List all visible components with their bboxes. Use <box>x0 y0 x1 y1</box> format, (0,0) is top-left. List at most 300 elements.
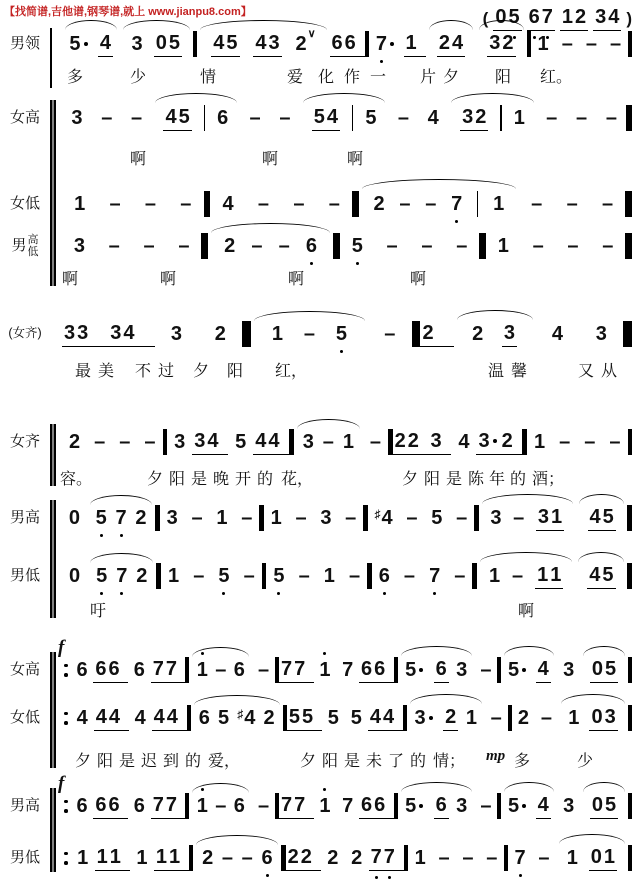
slur-arc <box>191 707 283 729</box>
lyric-syllable: 不 <box>135 363 152 380</box>
voice-label: 女高 <box>9 108 40 126</box>
beam-group <box>211 32 239 57</box>
system-6 <box>0 637 640 772</box>
note <box>306 235 317 257</box>
barline <box>627 505 632 531</box>
note-digit: 7 <box>384 846 395 868</box>
note-digit: 5 <box>327 707 339 729</box>
note-digit: – <box>298 565 310 587</box>
note <box>577 431 602 453</box>
lyric-syllable: 是 <box>446 471 463 488</box>
note <box>475 659 498 681</box>
note-digit: 5 <box>96 507 107 529</box>
note <box>255 32 266 54</box>
note-digit: 1 <box>74 193 86 215</box>
note <box>246 193 281 215</box>
note-digit: 1 <box>342 431 354 453</box>
note <box>579 33 603 55</box>
octave-dot-below <box>100 534 103 537</box>
note <box>242 847 253 869</box>
note <box>466 707 477 729</box>
note-digit: – <box>438 847 450 869</box>
note <box>370 706 381 728</box>
note-digit: 2 <box>351 847 363 869</box>
note-digit: – <box>609 431 621 453</box>
note <box>336 323 347 345</box>
staff-row <box>0 186 640 222</box>
note-digit: – <box>566 193 578 215</box>
lyric-syllable: 爱 <box>287 69 304 86</box>
note-digit: 3 <box>595 6 607 28</box>
note <box>215 795 226 817</box>
note-digit: 6 <box>217 107 229 129</box>
note-digit: 3 <box>503 321 515 344</box>
note-digit: 1 <box>603 845 615 868</box>
note-digit: 6 <box>233 795 245 817</box>
note-digit: 5 <box>218 565 229 587</box>
note <box>302 706 313 728</box>
note <box>218 707 229 729</box>
lyric-syllable: 作 <box>344 69 361 86</box>
barline <box>626 105 632 131</box>
note <box>447 565 472 587</box>
note <box>345 32 356 54</box>
lyric-syllable: 夕 <box>443 69 460 86</box>
note-digit: 5 <box>168 31 180 54</box>
slur-arc <box>193 847 281 869</box>
note <box>255 430 266 452</box>
parenthesis: ( <box>482 8 489 28</box>
note-digit: 0 <box>495 6 507 28</box>
lyric-syllable: 晚 <box>213 471 230 488</box>
note-digit: 2 <box>574 6 587 28</box>
note <box>513 507 524 529</box>
lyric-syllable: 爱， <box>208 753 241 770</box>
note-digit: 4 <box>123 321 135 344</box>
beam-group <box>286 846 321 871</box>
note-digit: 2 <box>394 429 406 452</box>
lyric-syllable: 多 <box>514 753 531 770</box>
note <box>603 506 614 528</box>
note <box>197 659 208 681</box>
note <box>136 565 147 587</box>
note <box>595 6 606 28</box>
note <box>342 565 367 587</box>
note <box>338 507 363 529</box>
note <box>405 795 426 817</box>
lyric-syllable: 的 <box>510 471 527 488</box>
note-digit: 3 <box>595 323 607 345</box>
staff-row <box>0 228 640 264</box>
lyric-syllable: 夕 <box>147 471 164 488</box>
note <box>605 706 616 728</box>
barline <box>500 105 502 131</box>
slur-arc <box>152 105 241 131</box>
note <box>179 106 190 128</box>
note <box>281 658 292 680</box>
note <box>512 707 535 729</box>
note-digit: 4 <box>213 31 225 54</box>
beam-group <box>108 322 154 347</box>
system-1 <box>0 26 640 88</box>
beam-group <box>163 106 191 131</box>
note <box>397 565 422 587</box>
note <box>371 846 382 868</box>
note <box>486 235 521 257</box>
voice-label: (女齐) <box>8 326 42 341</box>
note-digit: 5 <box>405 659 417 681</box>
note <box>590 235 625 257</box>
note <box>602 564 613 586</box>
note <box>237 707 255 729</box>
note <box>197 795 208 817</box>
lyric-syllable: 啊 <box>410 271 427 288</box>
note-digit: 1 <box>551 505 563 528</box>
barline <box>628 429 633 455</box>
voice-label-part: 高 <box>27 233 39 246</box>
note-digit: 1 <box>77 847 89 869</box>
note-digit: 5 <box>302 705 314 728</box>
barline <box>204 191 211 217</box>
octave-dot-below <box>266 874 269 877</box>
note <box>64 322 75 344</box>
note-digit: 4 <box>108 705 121 728</box>
system-5 <box>0 500 640 622</box>
note-digit: – <box>513 507 525 529</box>
note-digit: 3 <box>604 705 616 728</box>
voice-label <box>0 234 50 258</box>
barline <box>204 105 206 131</box>
repeat-dots <box>64 852 69 865</box>
note <box>294 658 305 680</box>
note-digit: 6 <box>261 847 272 869</box>
note-digit: 1 <box>168 565 180 587</box>
repeat-dots <box>64 800 69 813</box>
staff-notes <box>50 845 640 871</box>
note <box>95 794 106 816</box>
beam-group <box>359 658 394 683</box>
note-digit: 1 <box>561 6 573 28</box>
note <box>279 235 290 257</box>
note-digit: 4 <box>551 323 564 345</box>
note-digit: 0 <box>155 31 167 54</box>
note <box>213 32 224 54</box>
note-digit: 4 <box>452 31 464 54</box>
note-digit: 1 <box>537 33 549 55</box>
lyric-syllable: 是 <box>191 471 208 488</box>
note-digit: – <box>191 507 203 529</box>
note <box>185 507 210 529</box>
note <box>77 322 88 344</box>
note <box>313 507 338 529</box>
barline <box>201 233 208 259</box>
note-digit: – <box>490 707 502 729</box>
note-digit: – <box>561 33 573 55</box>
note-digit: 1 <box>488 565 501 587</box>
note <box>592 794 603 816</box>
beam-group <box>151 658 186 683</box>
note-digit: – <box>567 235 579 257</box>
note-digit: – <box>241 847 253 869</box>
note <box>538 506 549 528</box>
note <box>431 430 442 452</box>
lyric-syllable: 开 <box>235 471 252 488</box>
note-digit: 1 <box>319 659 330 681</box>
note-digit: – <box>399 193 411 215</box>
note-digit: – <box>193 565 205 587</box>
note-digit: – <box>546 107 558 129</box>
note-digit: 5 <box>235 431 247 453</box>
note-digit: 5 <box>604 793 617 816</box>
note <box>504 322 515 344</box>
barline <box>352 105 354 131</box>
note-digit: 7 <box>451 193 462 215</box>
note <box>562 6 573 28</box>
note-digit: – <box>532 235 544 257</box>
note <box>340 235 375 257</box>
note <box>292 565 317 587</box>
note <box>592 658 603 680</box>
note <box>156 846 167 868</box>
barline <box>623 321 632 347</box>
note <box>115 507 126 529</box>
octave-dot-below <box>222 592 225 595</box>
note-digit: 3 <box>456 659 468 681</box>
beam-group <box>368 706 403 731</box>
note <box>304 323 315 345</box>
note <box>538 658 549 680</box>
lyric-syllable: 馨 <box>511 363 528 380</box>
lyric-syllable: 美 <box>98 363 115 380</box>
slur-arc <box>189 659 252 681</box>
note <box>294 794 305 816</box>
note <box>217 107 228 129</box>
note-digit: 1 <box>109 845 121 868</box>
staff-notes <box>50 191 640 217</box>
note-digit: – <box>386 235 398 257</box>
note <box>71 795 94 817</box>
note-digit: 3 <box>268 31 280 54</box>
note-digit: – <box>348 565 361 587</box>
note <box>400 507 425 529</box>
slur-arc <box>87 565 156 587</box>
note-digit: 4 <box>369 705 381 728</box>
beam-group <box>151 794 186 819</box>
note-digit: – <box>610 33 622 55</box>
note <box>317 565 342 587</box>
note-digit: 6 <box>108 793 120 816</box>
parenthesis: ) <box>626 8 632 28</box>
note-digit: 6 <box>133 659 145 681</box>
note-digit: 7 <box>294 657 306 680</box>
octave-dot-below <box>375 876 378 879</box>
note-digit: 3 <box>478 429 490 452</box>
lyric-syllable: 阳 <box>424 471 441 488</box>
note-digit: 0 <box>69 565 81 587</box>
note-digit: 4 <box>165 105 177 128</box>
note <box>261 847 272 869</box>
note <box>62 507 87 529</box>
lyric-syllable: 是 <box>119 753 136 770</box>
lyric-syllable: 啊 <box>130 151 147 168</box>
note <box>62 235 97 257</box>
note <box>228 431 253 453</box>
note <box>521 235 556 257</box>
note-digit: 6 <box>76 795 88 817</box>
beam-group <box>587 564 615 589</box>
note <box>332 32 343 54</box>
note <box>408 430 419 452</box>
octave-dot-above <box>201 788 204 791</box>
beam-group <box>192 430 228 455</box>
note-digit: 4 <box>76 707 88 729</box>
lyric-syllable: 最 <box>75 363 92 380</box>
note-digit: 5 <box>350 707 362 729</box>
note-digit: 3 <box>194 429 206 452</box>
note-digit: 0 <box>591 705 603 728</box>
note-digit: 2 <box>407 429 419 452</box>
staff-notes <box>50 429 640 455</box>
note-digit: – <box>251 235 263 257</box>
note-digit: – <box>456 507 468 529</box>
note-digit: 5 <box>352 235 363 257</box>
note-digit: 5 <box>273 565 284 587</box>
beam-group <box>589 846 617 871</box>
beam-group <box>536 658 551 683</box>
note <box>268 430 279 452</box>
note-digit: 2 <box>373 193 385 215</box>
note <box>535 707 558 729</box>
note <box>384 846 395 868</box>
note-digit: 6 <box>133 795 145 817</box>
note <box>321 847 345 869</box>
octave-dot-below <box>120 592 123 595</box>
note-digit: 7 <box>152 793 164 816</box>
note-digit: – <box>585 33 597 55</box>
note-digit: 4 <box>95 705 107 728</box>
note-digit: 4 <box>427 107 439 129</box>
note-digit: – <box>221 847 233 869</box>
note-digit: 7 <box>165 657 177 680</box>
voice-label-main: 男 <box>11 236 27 254</box>
note <box>436 658 447 680</box>
note <box>472 323 483 345</box>
lyric-syllable: 到 <box>163 753 180 770</box>
note <box>108 794 119 816</box>
note-digit: 5 <box>336 323 347 345</box>
note <box>97 235 132 257</box>
note <box>462 106 473 128</box>
note <box>512 565 523 587</box>
voice-label: 男高 <box>9 508 40 526</box>
note <box>475 106 486 128</box>
note <box>361 794 372 816</box>
barline <box>242 321 251 347</box>
note-digit: 7 <box>165 793 177 816</box>
note <box>100 32 111 54</box>
lyric-syllable: 吁 <box>90 603 107 620</box>
note <box>237 565 262 587</box>
note-digit: 4 <box>153 705 165 728</box>
note-digit: 5 <box>508 6 519 28</box>
note <box>399 193 410 215</box>
note-digit: – <box>421 235 433 257</box>
note <box>591 846 602 868</box>
staff-notes <box>50 321 640 347</box>
note <box>266 565 291 587</box>
note <box>345 847 369 869</box>
note <box>167 706 178 728</box>
note <box>567 847 578 869</box>
staff-row <box>0 700 640 736</box>
note <box>211 565 236 587</box>
beam-group <box>369 846 404 871</box>
note-digit: 1 <box>537 563 549 586</box>
repeat-dots <box>64 712 69 725</box>
note-digit: 6 <box>435 793 447 816</box>
note-digit: – <box>249 107 261 129</box>
note <box>363 431 388 453</box>
lyric-syllable: 阳 <box>227 363 244 380</box>
note <box>314 795 337 817</box>
note-digit: – <box>144 431 156 453</box>
staff-notes <box>50 563 640 589</box>
barline <box>627 563 632 589</box>
note-digit: 2 <box>214 323 226 345</box>
system-2 <box>0 100 640 290</box>
note <box>128 659 151 681</box>
lyric-syllable: 阳 <box>495 69 512 86</box>
note <box>128 795 151 817</box>
note <box>251 235 262 257</box>
lyric-syllable: 迟 <box>141 753 158 770</box>
note-digit: 5 <box>218 707 230 729</box>
note <box>132 33 143 55</box>
note-digit: – <box>345 507 357 529</box>
lyric-syllable: 的 <box>185 753 202 770</box>
beam-group <box>476 430 522 455</box>
note-digit: – <box>109 193 121 215</box>
note-digit: – <box>241 507 253 529</box>
voice-label: 男低 <box>9 848 40 866</box>
note-digit: – <box>143 235 155 257</box>
beam-group <box>154 846 189 871</box>
note <box>281 193 316 215</box>
note-digit: 1 <box>465 707 478 729</box>
augmentation-dot <box>84 42 88 46</box>
note <box>166 794 177 816</box>
staff-row <box>0 500 640 536</box>
note-digit: 4 <box>166 705 178 728</box>
note-digit: 6 <box>306 235 317 257</box>
note-digit: – <box>397 107 409 129</box>
octave-dot-below <box>455 220 458 223</box>
note-digit: 4 <box>255 429 267 452</box>
note <box>224 235 235 257</box>
note <box>289 507 314 529</box>
lyric-syllable: 阳 <box>322 753 339 770</box>
note <box>456 847 480 869</box>
slur-arc <box>208 235 333 257</box>
lyrics-row <box>0 146 640 170</box>
octave-dot-below <box>277 592 280 595</box>
slur-arc <box>251 323 368 345</box>
note-digit: – <box>279 107 291 129</box>
staff-row <box>0 424 640 460</box>
lyric-syllable: 未 <box>366 753 383 770</box>
octave-dot-above <box>323 788 326 791</box>
note-digit: 3 <box>77 321 89 344</box>
